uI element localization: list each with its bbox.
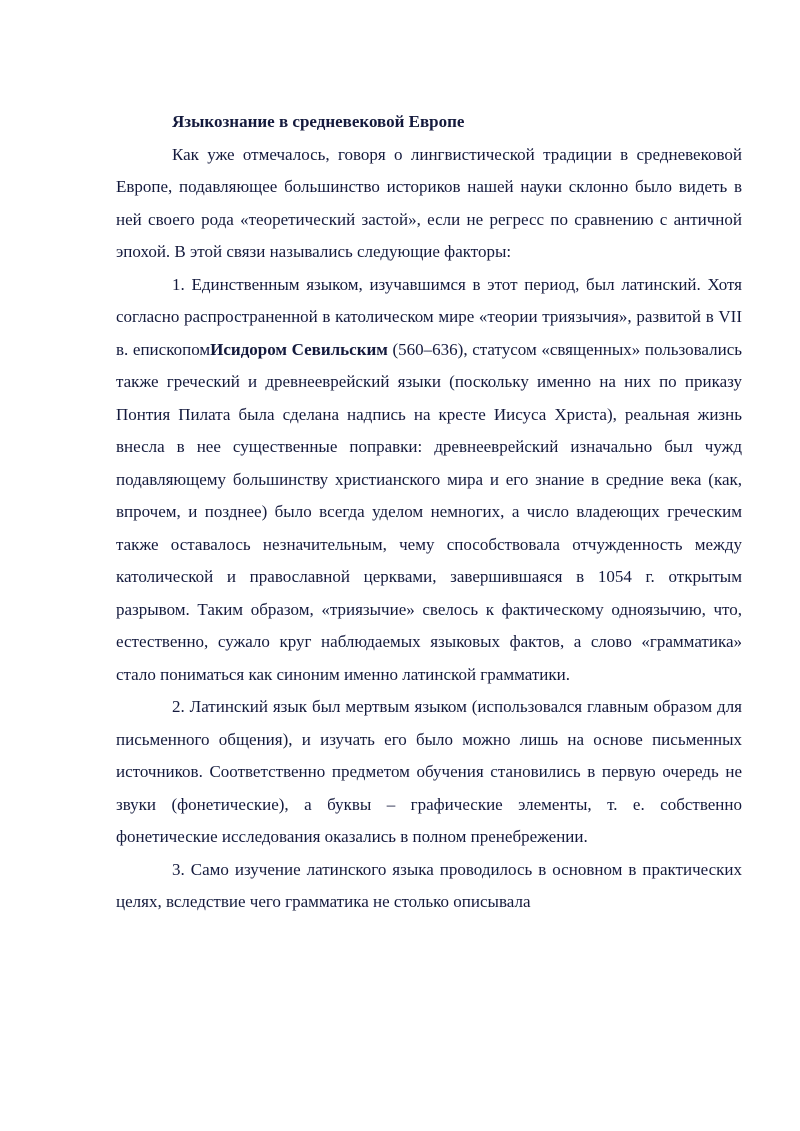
point-1-bold-name: Исидором Севильским — [210, 339, 388, 359]
point-2-paragraph: 2. Латинский язык был мертвым языком (использовался главным образом для письменного общения), и изучать его было можно лишь на основе письменных источников. Соответственно предметом обучения становились в первую очередь не звуки (фонетические), а буквы – графические элементы, т. е. собственно фонетические исследования оказались в полном пренебрежении. — [116, 697, 742, 846]
section-heading: Языкознание в средневековой Европе — [172, 112, 465, 131]
point-3-paragraph: 3. Само изучение латинского языка проводилось в основном в практических целях, вследствие чего грамматика не столько описывала — [116, 859, 742, 911]
point-1-text-end: (560–636), статусом «священных» пользовались также греческий и древнееврейский языки (поскольку именно на них по приказу Понтия Пилата была сделана надпись на кресте Иисуса Христа), реальная жизнь внесла в нее существенные поправки: древнееврейский изначально был чужд подавляющему большинству христианского мира и его знание в средние века (как, впрочем, и позднее) было всегда уделом немногих, а число владеющих греческим также оставалось незначительным, чему способствовала отчужденность между католической и православной церквами, завершившаяся в 1054 г. открытым разрывом. Таким образом, «триязычие» свелось к фактическому одноязычию, что, естественно, сужало круг наблюдаемых языковых фактов, а слово «грамматика» стало пониматься как синоним именно латинской грамматики. — [116, 339, 742, 684]
point-1-text-start: 1. Единственным языком, изучавшимся в этот период, был латинский. Хотя согласно распространенной в католическом мире «теории триязычия», развитой в VII в. епископом — [116, 274, 742, 359]
document-body — [116, 106, 742, 919]
intro-paragraph: Как уже отмечалось, говоря о лингвистической традиции в средневековой Европе, подавляющее большинство историков нашей науки склонно было видеть в ней своего рода «теоретический застой», если не регресс по сравнению с античной эпохой. В этой связи назывались следующие факторы: — [116, 144, 742, 261]
point-1-paragraph — [116, 269, 742, 692]
